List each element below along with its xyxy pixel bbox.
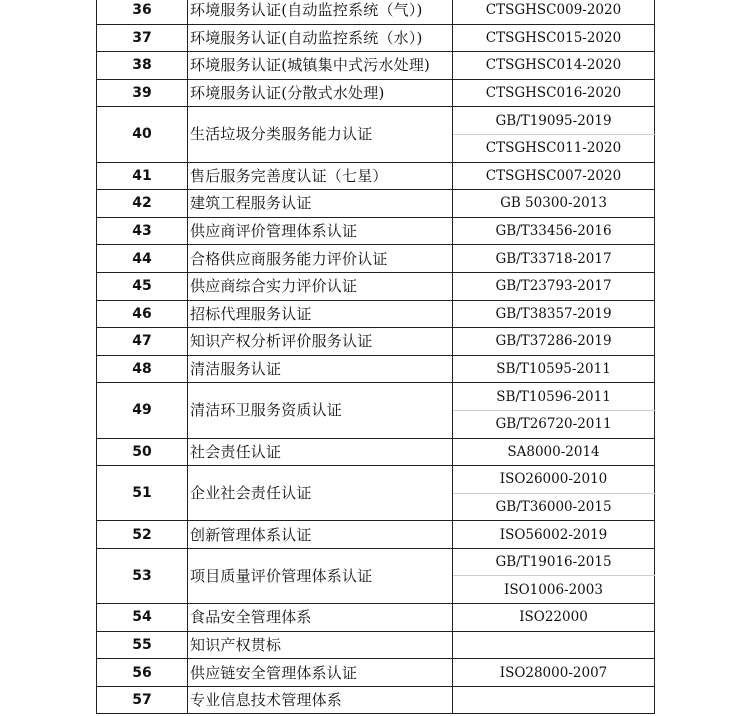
row-number: 43: [97, 217, 188, 245]
table-row: [97, 79, 655, 107]
standard-code: CTSGHSC016-2020: [453, 79, 655, 107]
certification-table-body: [97, 0, 655, 714]
table-row: [97, 548, 655, 576]
table-row: [97, 162, 655, 190]
certification-name: 清洁环卫服务资质认证: [188, 383, 453, 438]
row-number: 38: [97, 52, 188, 80]
certification-name: 建筑工程服务认证: [188, 190, 453, 218]
certification-name: 知识产权贯标: [188, 631, 453, 659]
row-number: 57: [97, 686, 188, 714]
row-number: 42: [97, 190, 188, 218]
table-row: [97, 328, 655, 356]
standard-code: GB/T38357-2019: [453, 300, 655, 328]
table-row: [97, 190, 655, 218]
table-row: [97, 604, 655, 632]
certification-name: 售后服务完善度认证（七星）: [188, 162, 453, 190]
certification-name: 环境服务认证(城镇集中式污水处理): [188, 52, 453, 80]
standard-code: CTSGHSC011-2020: [453, 134, 655, 162]
certification-table: [96, 0, 655, 714]
certification-name: 生活垃圾分类服务能力认证: [188, 107, 453, 162]
row-number: 55: [97, 631, 188, 659]
certification-name: 创新管理体系认证: [188, 521, 453, 549]
standard-code: GB/T33456-2016: [453, 217, 655, 245]
certification-name: 项目质量评价管理体系认证: [188, 548, 453, 603]
certification-name: 环境服务认证(自动监控系统（气）): [188, 0, 453, 24]
certification-name: 专业信息技术管理体系: [188, 686, 453, 714]
row-number: 51: [97, 466, 188, 521]
row-number: 45: [97, 272, 188, 300]
table-row: [97, 383, 655, 411]
standard-code: CTSGHSC007-2020: [453, 162, 655, 190]
certification-table-page: [96, 0, 654, 714]
table-row: [97, 107, 655, 135]
row-number: 49: [97, 383, 188, 438]
table-row: [97, 245, 655, 273]
standard-code: GB/T33718-2017: [453, 245, 655, 273]
certification-name: 社会责任认证: [188, 438, 453, 466]
standard-code: CTSGHSC009-2020: [453, 0, 655, 24]
standard-code: ISO26000-2010: [453, 466, 655, 494]
row-number: 56: [97, 659, 188, 687]
standard-code: GB/T36000-2015: [453, 493, 655, 521]
standard-code: SB/T10596-2011: [453, 383, 655, 411]
certification-name: 食品安全管理体系: [188, 604, 453, 632]
standard-code: CTSGHSC015-2020: [453, 24, 655, 52]
certification-name: 企业社会责任认证: [188, 466, 453, 521]
certification-name: 合格供应商服务能力评价认证: [188, 245, 453, 273]
row-number: 54: [97, 604, 188, 632]
standard-code: GB/T37286-2019: [453, 328, 655, 356]
standard-code: ISO1006-2003: [453, 576, 655, 604]
standard-code: SA8000-2014: [453, 438, 655, 466]
standard-code: GB/T23793-2017: [453, 272, 655, 300]
standard-code: GB/T26720-2011: [453, 410, 655, 438]
row-number: 50: [97, 438, 188, 466]
standard-code: [453, 686, 655, 714]
standard-code: GB/T19016-2015: [453, 548, 655, 576]
standard-code: GB/T19095-2019: [453, 107, 655, 135]
standard-code: GB 50300-2013: [453, 190, 655, 218]
row-number: 37: [97, 24, 188, 52]
table-row: [97, 686, 655, 714]
table-row: [97, 300, 655, 328]
certification-name: 供应商综合实力评价认证: [188, 272, 453, 300]
row-number: 47: [97, 328, 188, 356]
table-row: [97, 631, 655, 659]
certification-name: 清洁服务认证: [188, 355, 453, 383]
row-number: 48: [97, 355, 188, 383]
standard-code: ISO56002-2019: [453, 521, 655, 549]
standard-code: SB/T10595-2011: [453, 355, 655, 383]
row-number: 41: [97, 162, 188, 190]
table-row: [97, 24, 655, 52]
row-number: 44: [97, 245, 188, 273]
certification-name: 环境服务认证(自动监控系统（水）): [188, 24, 453, 52]
standard-code: ISO22000: [453, 604, 655, 632]
table-row: [97, 355, 655, 383]
standard-code: CTSGHSC014-2020: [453, 52, 655, 80]
certification-name: 供应链安全管理体系认证: [188, 659, 453, 687]
standard-code: [453, 631, 655, 659]
row-number: 52: [97, 521, 188, 549]
table-row: [97, 217, 655, 245]
row-number: 36: [97, 0, 188, 24]
standard-code: ISO28000-2007: [453, 659, 655, 687]
table-row: [97, 466, 655, 494]
table-row: [97, 659, 655, 687]
table-row: [97, 521, 655, 549]
certification-name: 招标代理服务认证: [188, 300, 453, 328]
table-row: [97, 438, 655, 466]
certification-name: 供应商评价管理体系认证: [188, 217, 453, 245]
row-number: 46: [97, 300, 188, 328]
row-number: 40: [97, 107, 188, 162]
certification-name: 知识产权分析评价服务认证: [188, 328, 453, 356]
certification-name: 环境服务认证(分散式水处理): [188, 79, 453, 107]
table-row: [97, 272, 655, 300]
row-number: 39: [97, 79, 188, 107]
row-number: 53: [97, 548, 188, 603]
table-row: [97, 52, 655, 80]
table-row: [97, 0, 655, 24]
